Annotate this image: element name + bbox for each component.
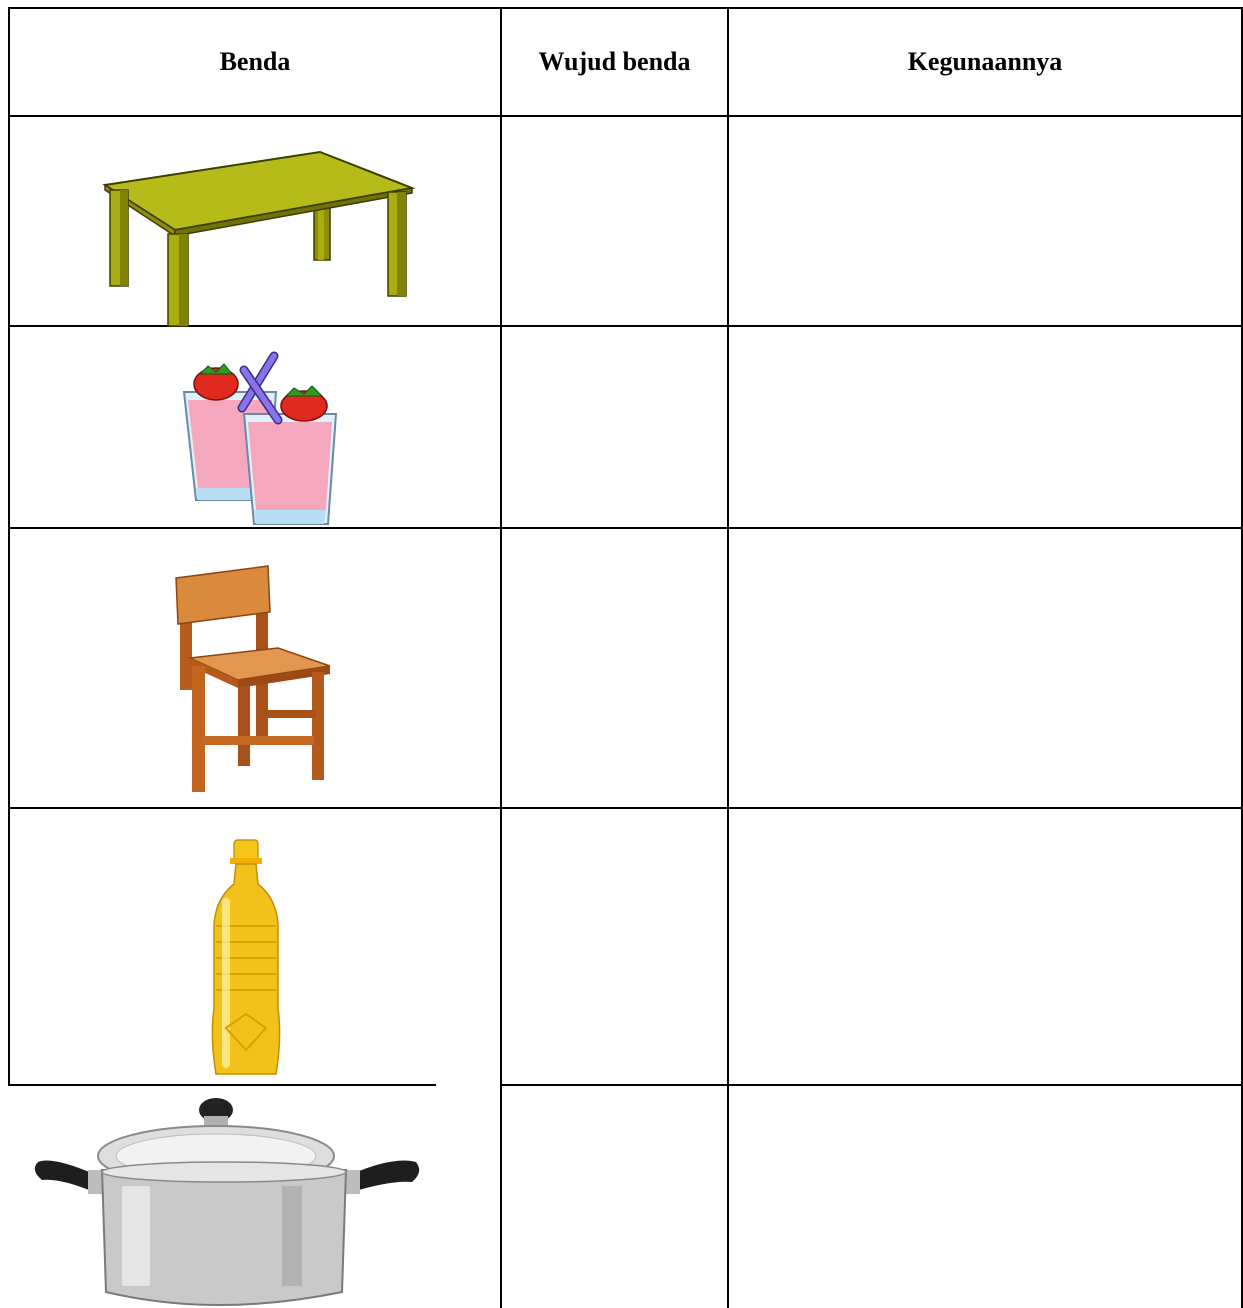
cooking-pot-icon — [32, 1096, 424, 1308]
table-icon — [100, 148, 420, 330]
answer-use-row-5[interactable] — [729, 1086, 1241, 1308]
answer-use-row-2[interactable] — [729, 327, 1241, 527]
header-benda: Benda — [219, 47, 291, 76]
answer-state-row-1[interactable] — [502, 117, 727, 325]
oil-bottle-icon — [206, 838, 286, 1078]
strawberry-drinks-icon — [178, 350, 338, 528]
answer-use-row-4[interactable] — [729, 809, 1241, 1084]
answer-state-row-3[interactable] — [502, 529, 727, 807]
answer-state-row-5[interactable] — [502, 1086, 727, 1308]
table-border-left — [8, 8, 10, 1086]
header-kegunaannya: Kegunaannya — [907, 47, 1063, 76]
answer-use-row-3[interactable] — [729, 529, 1241, 807]
answer-state-row-2[interactable] — [502, 327, 727, 527]
header-wujud-benda: Wujud benda — [538, 47, 691, 76]
answer-state-row-4[interactable] — [502, 809, 727, 1084]
answer-use-row-1[interactable] — [729, 117, 1241, 325]
chair-icon — [172, 562, 337, 798]
row-divider-4a — [8, 1084, 436, 1086]
